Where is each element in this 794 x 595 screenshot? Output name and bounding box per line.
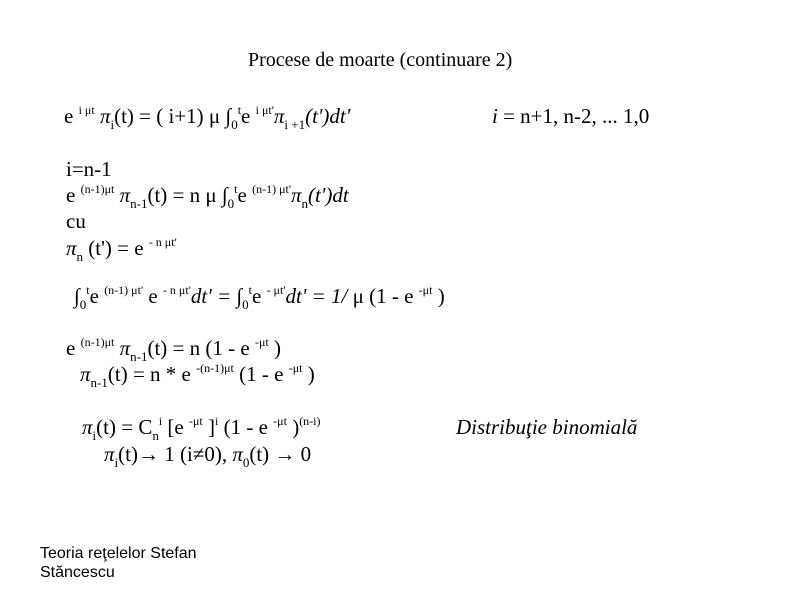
math-segment: i <box>492 104 498 128</box>
math-segment: (t) = n μ ∫ <box>147 183 228 207</box>
math-segment: ∫ <box>236 284 243 308</box>
math-segment: (t) = C <box>96 415 153 439</box>
math-segment: dt' = <box>190 284 237 308</box>
math-segment: 0 <box>231 117 238 132</box>
math-segment: i <box>110 117 115 132</box>
math-segment: (1 - e <box>233 362 289 386</box>
math-segment: (t')dt <box>308 183 349 207</box>
math-segment: e <box>89 284 105 308</box>
math-segment: 0 <box>242 297 249 312</box>
math-segment: t <box>234 182 238 196</box>
math-segment: cu <box>66 209 86 233</box>
index-range-note <box>492 104 649 128</box>
math-segment: ∫ <box>74 284 80 308</box>
equation-line <box>82 414 321 443</box>
math-segment: n-1 <box>90 375 108 390</box>
math-segment: (1 - e <box>218 415 274 439</box>
math-segment: 0 <box>227 196 235 211</box>
math-segment: i <box>215 414 219 428</box>
math-segment: -μt <box>418 283 433 297</box>
math-segment: (t) = ( i+1) μ ∫ <box>114 104 232 128</box>
math-segment: t <box>237 103 242 117</box>
equation-line <box>66 235 177 264</box>
math-segment: ) <box>302 362 315 386</box>
math-segment: (n-i) <box>299 414 321 428</box>
math-segment: - μt' <box>266 283 286 297</box>
math-segment: - n μt' <box>148 235 177 249</box>
math-segment: n-1 <box>130 196 148 211</box>
math-segment: (t) → 0 <box>249 442 312 466</box>
math-segment: - n μt' <box>162 283 191 297</box>
math-segment: ] <box>202 415 216 439</box>
math-segment: i <box>92 428 97 443</box>
math-segment: ) <box>432 284 445 308</box>
equation-line <box>104 442 312 470</box>
math-segment: e <box>143 284 163 308</box>
math-segment: [e <box>162 415 189 439</box>
math-segment: π <box>273 104 285 128</box>
math-segment: n <box>301 196 309 211</box>
math-segment: e <box>66 336 81 360</box>
math-segment: (n-1)μt <box>80 335 115 349</box>
math-segment: t <box>248 283 252 297</box>
math-segment: i=n-1 <box>66 157 112 181</box>
math-segment: -μt <box>254 335 269 349</box>
equation-line <box>64 103 351 132</box>
math-segment: t <box>86 283 90 297</box>
math-segment: (n-1)μt <box>80 182 115 196</box>
equation-line <box>66 182 349 211</box>
math-segment: π <box>104 442 115 466</box>
math-segment: π <box>82 415 93 439</box>
math-segment: -(n-1)μt <box>196 361 234 375</box>
math-segment: e <box>64 104 79 128</box>
math-segment: π <box>291 183 302 207</box>
math-segment: π <box>99 104 111 128</box>
math-segment: dt' = 1/ <box>285 284 348 308</box>
math-segment: (t)→ 1 (i≠0), <box>118 442 233 466</box>
math-segment: (n-1) μt' <box>104 283 144 297</box>
math-segment: μ (1 - e <box>347 284 419 308</box>
math-segment: (t) = n (1 - e <box>147 336 255 360</box>
math-segment: i <box>114 455 119 470</box>
math-segment: -μt <box>273 414 287 428</box>
math-segment: = n+1, n-2, ... 1,0 <box>497 104 650 128</box>
math-segment: n <box>76 249 84 264</box>
math-segment: i <box>158 414 163 428</box>
math-segment: ) <box>268 336 281 360</box>
equation-line <box>66 157 112 181</box>
math-segment: π <box>66 236 77 260</box>
equation-line <box>74 283 445 312</box>
math-segment: (t) = n * e <box>107 362 197 386</box>
math-segment: (t') = e <box>83 236 149 260</box>
math-segment: e <box>66 183 81 207</box>
math-segment: (n-1) μt' <box>252 182 291 196</box>
math-segment: n-1 <box>130 349 148 364</box>
math-segment: 0 <box>79 297 87 312</box>
math-segment: π <box>80 362 91 386</box>
page-title: Procese de moarte (continuare 2) <box>248 49 513 71</box>
math-segment: n <box>152 428 159 443</box>
footer-author: Teoria reţelelor Stefan Stăncescu <box>40 545 197 581</box>
equation-line <box>80 361 315 390</box>
math-segment: π <box>232 442 243 466</box>
binomial-distribution-note: Distribuţie binomială <box>456 415 638 439</box>
math-segment: i μt' <box>255 103 274 117</box>
math-segment: (t')dt' <box>305 104 351 128</box>
math-segment: e <box>241 104 256 128</box>
equation-line <box>66 209 86 233</box>
math-segment: e <box>237 183 253 207</box>
math-segment: i μt <box>78 103 95 117</box>
math-segment: -μt <box>189 414 203 428</box>
math-segment: -μt <box>288 361 303 375</box>
math-segment: 0 <box>242 455 250 470</box>
math-segment: e <box>251 284 267 308</box>
math-segment: ) <box>286 415 300 439</box>
math-segment: π <box>119 183 131 207</box>
equation-line <box>66 335 281 364</box>
math-segment: π <box>119 336 131 360</box>
math-segment: i +1 <box>284 117 306 132</box>
